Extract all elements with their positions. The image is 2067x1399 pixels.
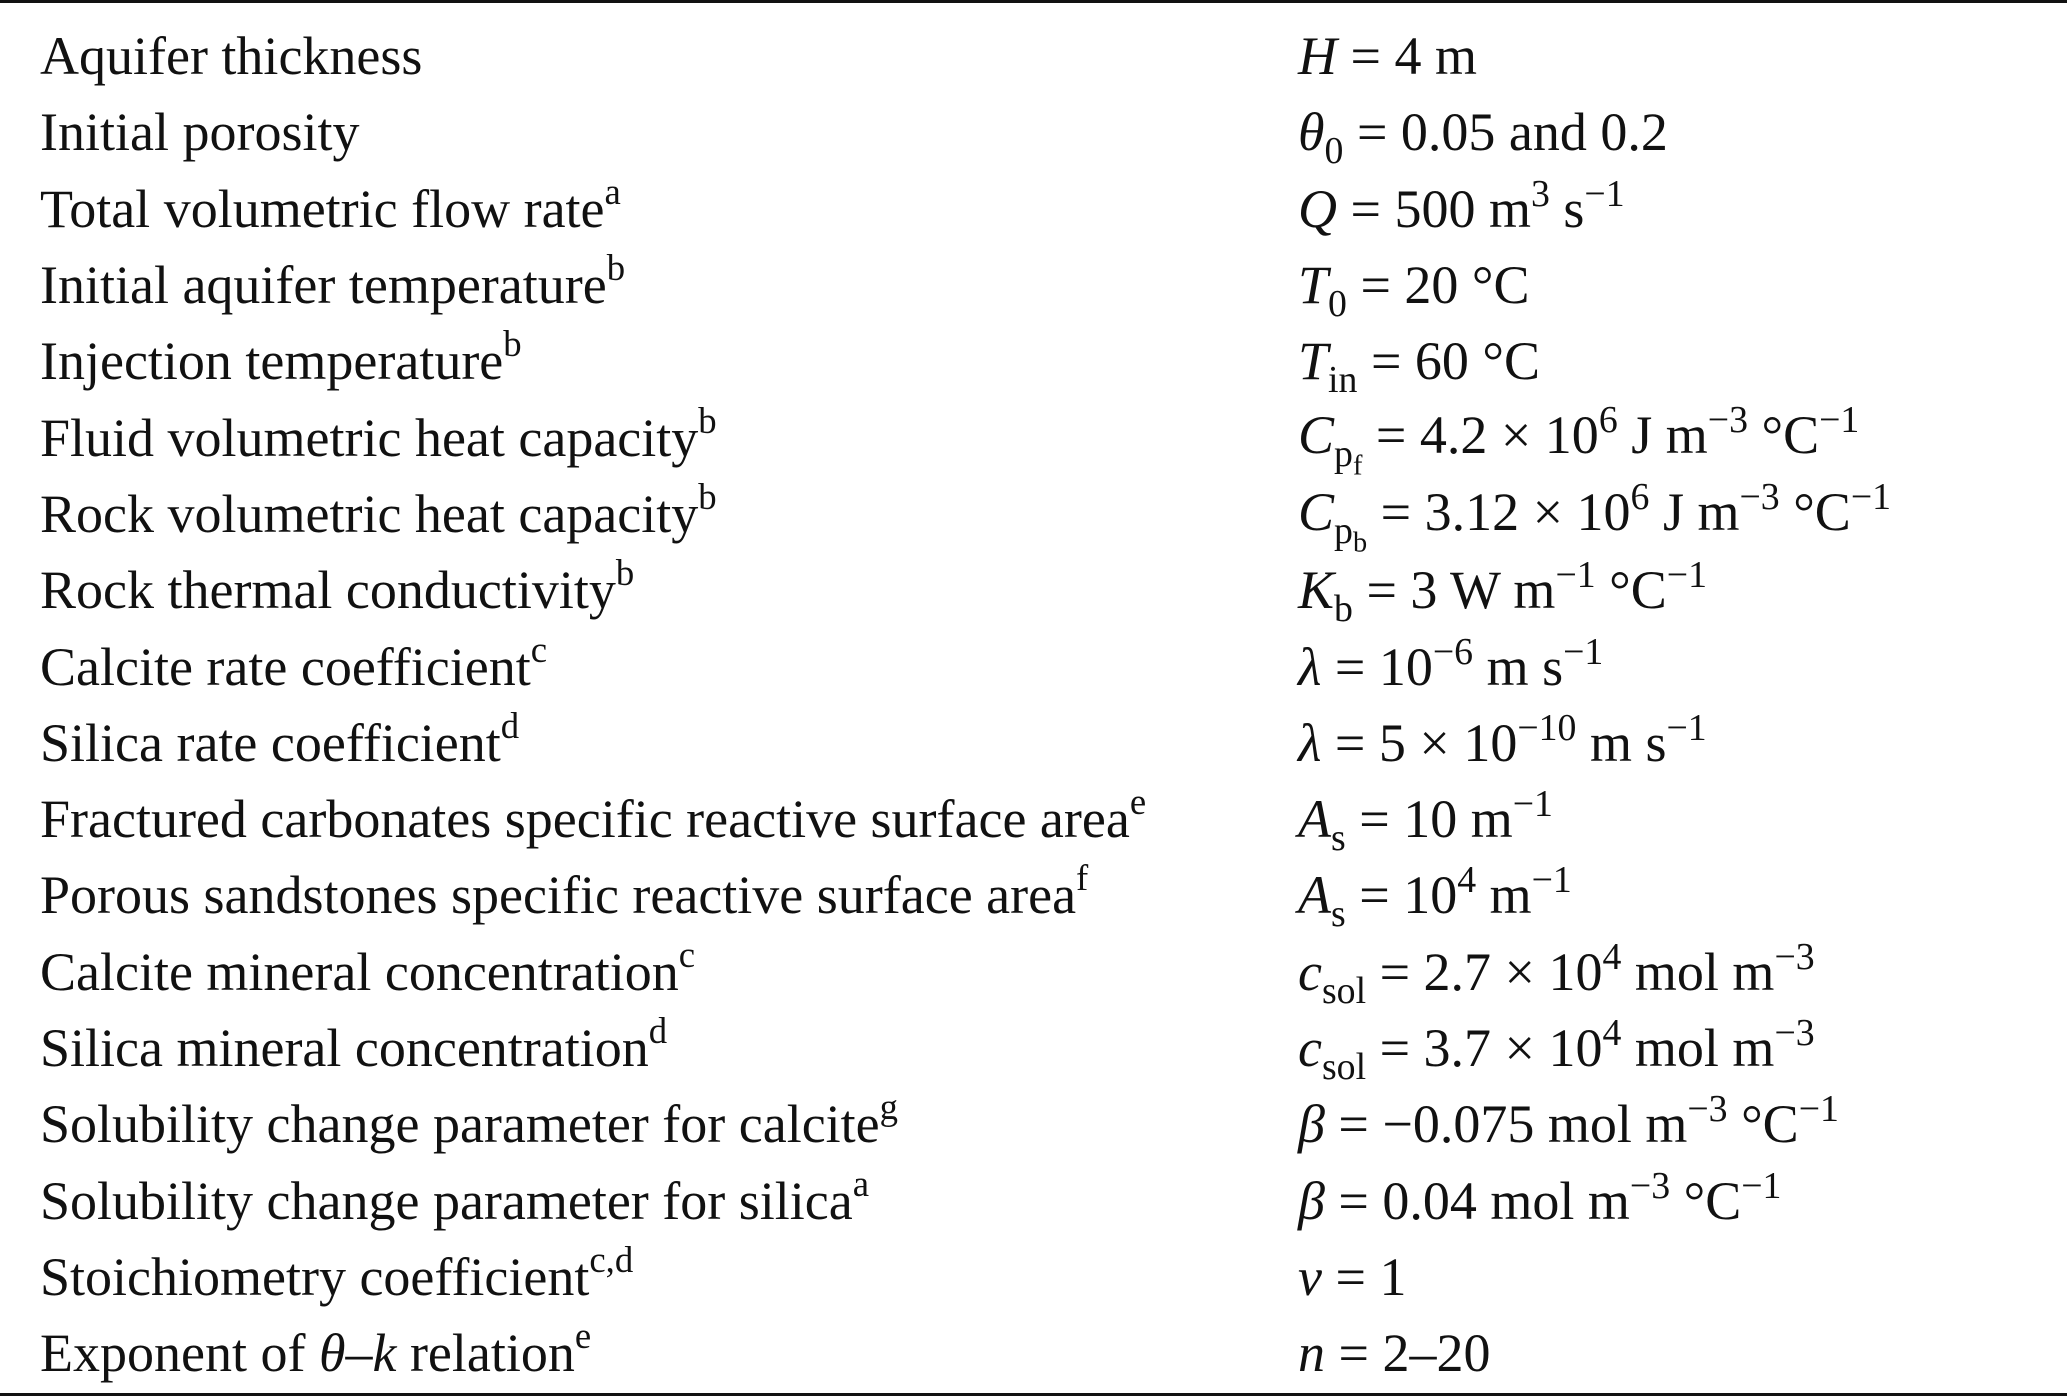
footnote-marker: b [698,399,717,441]
parameter-name: Total volumetric flow rate$^a$ [40,170,621,239]
parameter-name: Initial porosity [40,102,360,163]
bottom-rule [0,1393,2067,1396]
parameter-name: Porous sandstones specific reactive surface area$^f$ [40,857,1089,926]
table-row [0,94,2067,170]
parameter-name: Rock volumetric heat capacity$^b$ [40,476,717,544]
top-rule [0,0,2067,3]
parameter-name: Calcite mineral concentration$^c$ [40,933,696,1002]
parameter-value: $\lambda = 5 \times 10^{-10}$ m $s^{-1}$ [1298,707,1707,773]
parameter-value: $c_{sol} = 2.7 \times 10^4$ mol $m^{-3}$ [1298,935,1815,1012]
parameter-value: $c_{sol} = 3.7 \times 10^4$ mol $m^{-3}$ [1298,1012,1815,1089]
parameter-name: Calcite rate coefficient$^c$ [40,628,548,697]
parameter-value: $\theta_0 = 0.05$ and 0.2 [1298,102,1668,173]
footnote-marker: a [852,1162,870,1204]
parameter-grid [0,18,2067,1391]
table-row [0,628,2067,704]
parameter-value: $T_{in} = 60$ °C [1298,331,1541,402]
parameter-value: ν = 1 [1298,1246,1407,1307]
footnote-marker: f [1076,857,1089,899]
table-row [0,171,2067,247]
footnote-marker: d [500,705,520,747]
footnote-marker: b [503,323,522,365]
table-row [0,857,2067,933]
parameter-name: Solubility change parameter for calcite$^g$ [40,1086,898,1155]
footnote-marker: d [648,1010,668,1052]
table-row [0,552,2067,628]
parameter-value: $A_s = 10$ $m^{-1}$ [1298,783,1553,860]
table-row [0,323,2067,399]
parameter-name: Silica rate coefficient$^d$ [40,705,520,773]
parameter-name: Fluid volumetric heat capacity$^b$ [40,399,717,468]
table-row [0,934,2067,1010]
parameter-value: $K_b = 3$ W $m^{-1}$ $^\circ C^{-1}$ [1298,554,1707,631]
table-row [0,18,2067,94]
footnote-marker: b [606,247,626,289]
parameter-name: Solubility change parameter for silica$^a$ [40,1162,870,1231]
table-row [0,781,2067,857]
table-row [0,1162,2067,1238]
table-row [0,705,2067,781]
parameter-value: β = 0.04 mol $m^{-3}$ $^\circ C^{-1}$ [1298,1164,1782,1231]
parameter-name: Initial aquifer temperature$^b$ [40,247,626,316]
footnote-marker: b [615,552,635,594]
table-row [0,1315,2067,1391]
table-row [0,1239,2067,1315]
parameter-name: Stoichiometry coefficient$^{c,d}$ [40,1239,634,1307]
parameter-value: n = 2–20 [1298,1323,1491,1384]
footnote-marker: g [879,1086,898,1128]
footnote-marker: c,d [589,1239,634,1281]
table-row [0,399,2067,475]
parameter-name: Silica mineral concentration$^d$ [40,1010,668,1078]
table-row [0,1010,2067,1086]
footnote-marker: e [1129,781,1147,823]
parameter-value: $A_s = 10^4$ $m^{-1}$ [1298,859,1572,936]
parameter-name: Injection temperature$^b$ [40,323,522,392]
footnote-marker: c [530,628,548,670]
parameter-name: Aquifer thickness [40,26,423,87]
parameter-value: β = −0.075 mol $m^{-3}$ $^\circ C^{-1}$ [1298,1088,1839,1155]
footnote-marker: e [574,1315,592,1357]
parameter-value: H = 4 m [1298,26,1477,87]
parameter-name: Fractured carbonates specific reactive surface area$^e$ [40,781,1147,850]
parameter-value: Q = 500 $m^3$ $s^{-1}$ [1298,172,1625,239]
footnote-marker: b [698,476,717,518]
table-row [0,476,2067,552]
footnote-marker: a [604,170,621,212]
parameter-name: Exponent of θ–k relation$^e$ [40,1315,592,1384]
table-row [0,247,2067,323]
footnote-marker: c [678,933,696,975]
parameter-value: $C_{p_f} = 4.2 \times 10^6$ J $m^{-3}$ $^\circ C^{-1}$ [1298,399,1860,482]
parameter-value: $\lambda = 10^{-6}$ m $s^{-1}$ [1298,630,1604,697]
parameter-name: Rock thermal conductivity$^b$ [40,552,635,621]
parameter-value: $T_0 = 20$ °C [1298,255,1530,326]
table-row [0,1086,2067,1162]
parameter-value: $C_{p_b} = 3.12 \times 10^6$ J $m^{-3}$ $^\circ C^{-1}$ [1298,475,1892,559]
